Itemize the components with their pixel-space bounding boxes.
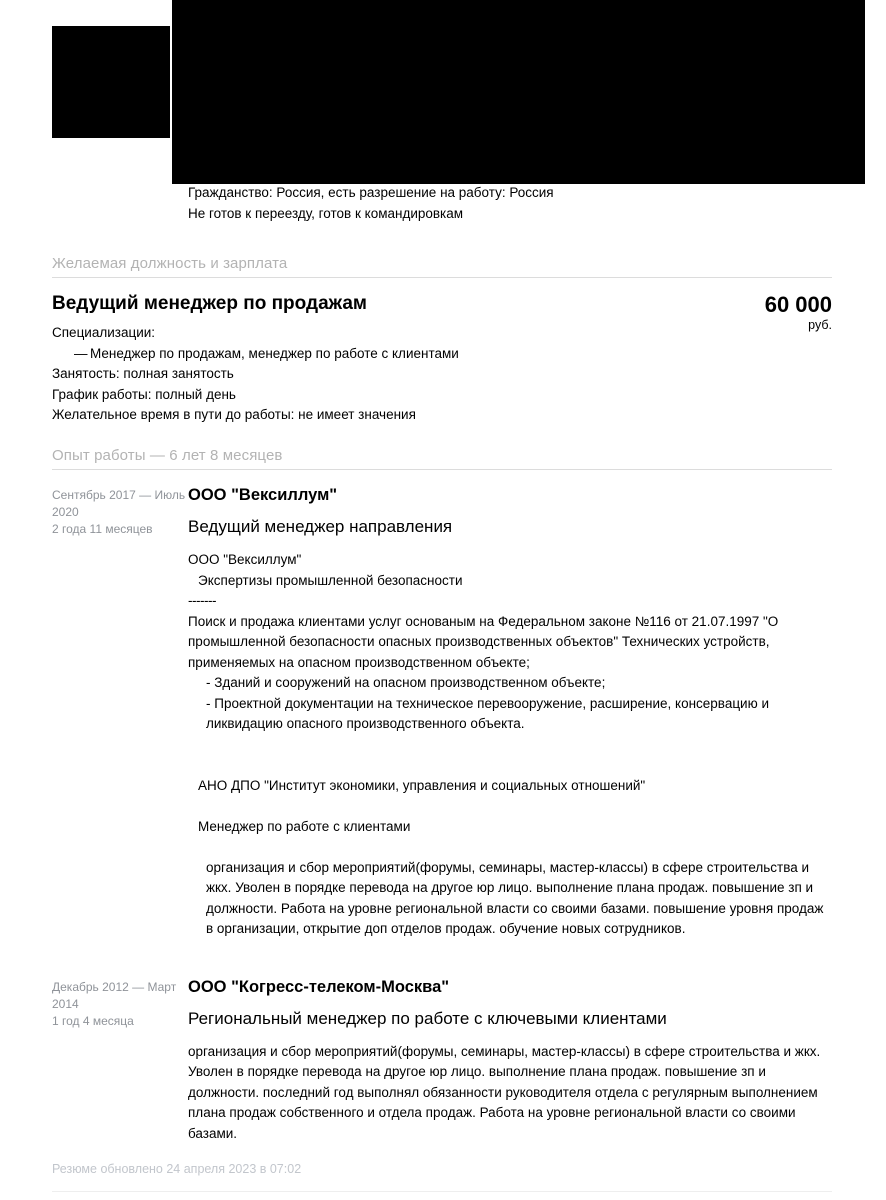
description-paragraph: организация и сбор мероприятий(форумы, семинары, мастер-классы) в сфере строительства и жкх. Уволен в порядке перевода на другое юр лицо. выполнение плана продаж. повышение зп и должности. последний год выполнял обязанности руководителя отдела с регулярным выполнением плана продаж собственного и отдела продаж. Работа на уровне региональной власти со своими базами. <box>188 1043 821 1141</box>
experience-position: Региональный менеджер по работе с ключевыми клиентами <box>188 1008 667 1028</box>
relocation-line: Не готов к переезду, готов к командировкам <box>188 206 464 221</box>
desired-position-title: Ведущий менеджер по продажам <box>52 293 367 314</box>
description-paragraph: Экспертизы промышленной безопасности <box>198 572 463 588</box>
salary-amount: 60 000 <box>764 292 832 317</box>
experience-position: Ведущий менеджер направления <box>188 517 453 536</box>
footer-divider <box>52 1191 832 1192</box>
description-paragraph: - Проектной документации на техническое перевооружение, расширение, консервацию и ликвидацию опасного производственного объекта. <box>206 695 770 731</box>
description-spacer <box>188 796 832 817</box>
desired-position-body <box>52 292 832 426</box>
specializations-label: Специализации: <box>52 325 156 340</box>
experience-dates-column <box>52 976 188 1145</box>
description-paragraph: ООО "Вексиллум" <box>188 552 302 567</box>
contact-block <box>188 182 848 224</box>
experience-description <box>188 1042 832 1145</box>
description-paragraph: АНО ДПО "Институт экономики, управления и социальных отношений" <box>198 777 646 793</box>
experience-entry <box>52 484 832 940</box>
description-paragraph: - Зданий и сооружений на опасном производственном объекте; <box>206 675 606 690</box>
experience-duration: 1 год 4 месяца <box>52 1013 134 1028</box>
description-spacer <box>188 755 832 776</box>
experience-company: ООО "Вексиллум" <box>188 486 338 504</box>
section-desired-position <box>0 255 886 426</box>
experience-duration: 2 года 11 месяцев <box>52 522 153 536</box>
em-dash-icon: — <box>74 345 88 361</box>
experience-details <box>188 976 832 1145</box>
redacted-photo-block <box>52 26 170 138</box>
salary-currency: руб. <box>808 318 832 332</box>
description-paragraph: Поиск и продажа клиентами услуг основаным на Федеральном законе №116 от 21.07.1997 "О промышленной безопасности опасных производственных объектов" Технических устройств, применяемых на опасном производственном объекте; <box>188 613 779 670</box>
footer-inner <box>52 1160 832 1178</box>
experience-details <box>188 484 832 940</box>
commute-line: Желательное время в пути до работы: не имеет значения <box>52 407 416 422</box>
description-paragraph: ------- <box>188 593 216 608</box>
description-paragraph: Менеджер по работе с клиентами <box>198 818 411 834</box>
section-heading-work-experience: Опыт работы — 6 лет 8 месяцев <box>52 447 832 470</box>
schedule-line: График работы: полный день <box>52 386 236 402</box>
experience-entry <box>52 976 832 1145</box>
redacted-name-contacts-block <box>172 0 865 184</box>
citizenship-line: Гражданство: Россия, есть разрешение на работу: Россия <box>188 185 554 200</box>
experience-description <box>188 550 832 940</box>
experience-date-range: Декабрь 2012 — Март 2014 <box>52 979 177 1011</box>
description-paragraph: организация и сбор мероприятий(форумы, семинары, мастер-классы) в сфере строительства и жкх. Уволен в порядке перевода на другое юр лицо. выполнение плана продаж. повышение зп и должности. Работа на уровне региональной власти со своими базами. повышение уровня продаж в организации, открытие доп отделов продаж. обучение новых сотрудников. <box>206 859 824 936</box>
section-work-experience <box>0 447 886 1144</box>
employment-line: Занятость: полная занятость <box>52 366 234 381</box>
experience-date-range: Сентябрь 2017 — Июль 2020 <box>52 488 186 519</box>
experience-company: ООО "Когресс-телеком-Москва" <box>188 977 450 996</box>
resume-updated-text: Резюме обновлено 24 апреля 2023 в 07:02 <box>52 1162 302 1176</box>
specialization-item <box>52 344 632 365</box>
salary-block <box>632 292 832 426</box>
description-spacer <box>188 837 832 858</box>
footer <box>0 1160 886 1178</box>
section-heading-desired-position: Желаемая должность и зарплата <box>52 255 832 278</box>
description-spacer <box>188 735 832 756</box>
desired-position-details <box>52 292 632 426</box>
experience-dates-column <box>52 484 188 940</box>
specialization-text: Менеджер по продажам, менеджер по работе с клиентами <box>90 345 459 361</box>
